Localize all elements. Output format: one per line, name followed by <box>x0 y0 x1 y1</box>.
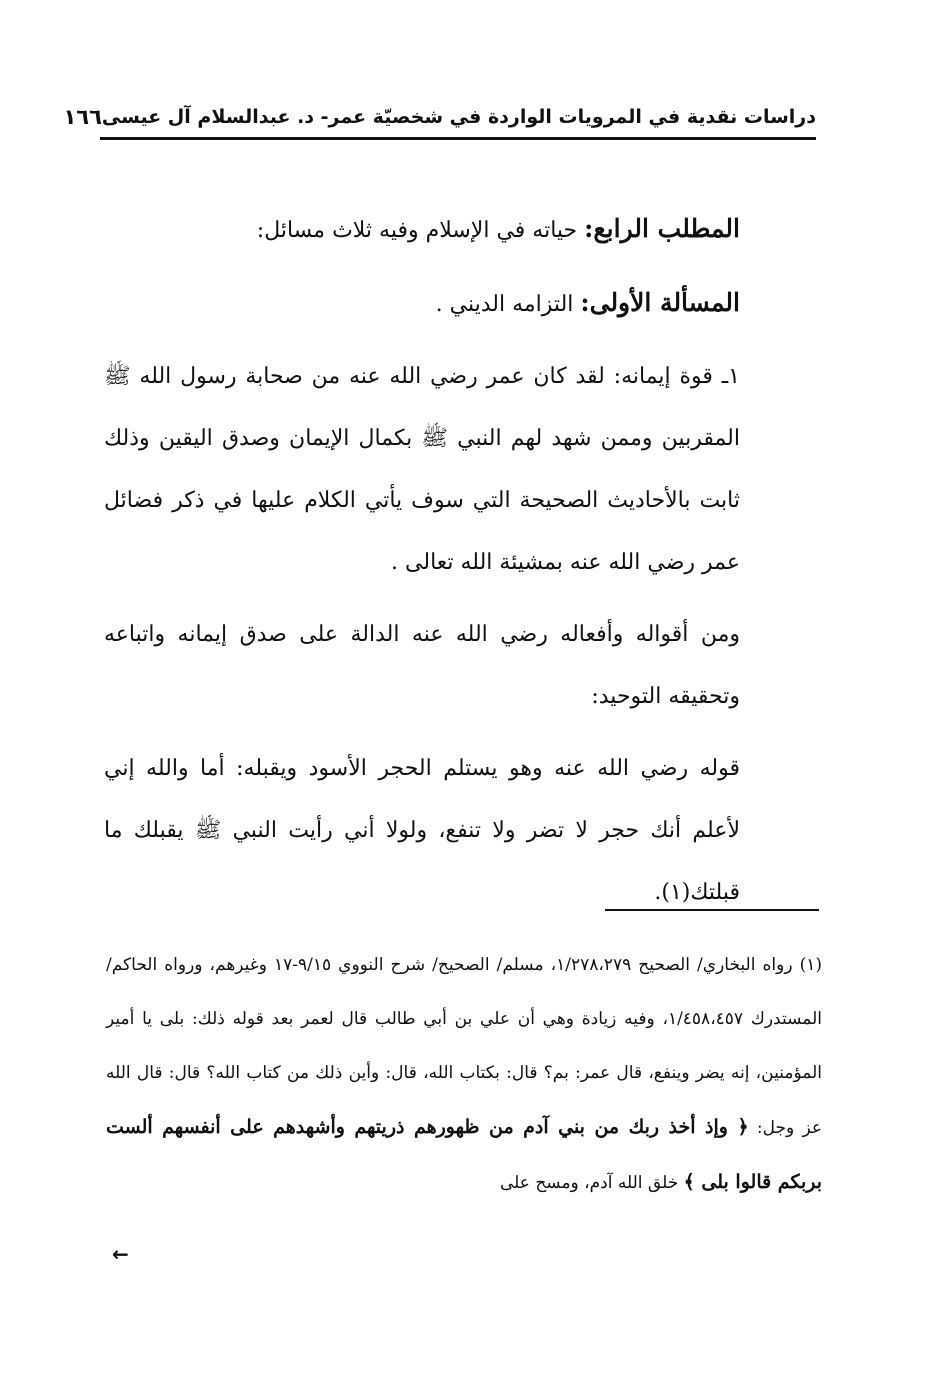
page-number: ١٦٦ <box>63 105 102 129</box>
header-rule <box>100 137 816 140</box>
issue-heading <box>104 272 740 336</box>
section-heading-text: حياته في الإسلام وفيه ثلاث مسائل: <box>256 218 585 243</box>
header-title: دراسات نقدية في المرويات الواردة في شخصيّة عمر- د. عبدالسلام آل عيسى <box>101 106 816 128</box>
footnote-separator <box>605 909 819 911</box>
issue-heading-text: التزامه الديني . <box>435 292 581 317</box>
running-header <box>63 100 816 134</box>
footnote-text: (١) رواه البخاري/ الصحيح ١/٢٧٨،٢٧٩، مسلم/ الصحيح/ شرح النووي ٩/١٥-١٧ وغيرهم، ورواه الحاكم/ المستدرك ١/٤٥٨،٤٥٧، وفيه زيادة وهي أن علي بن أبي طالب قال لعمر بعد قوله ذلك: بلى يا أمير المؤمنين، إنه يضر وينفع، قال عمر: بم؟ قال: بكتاب الله، قال: وأين ذلك من كتاب الله؟ قال: قال الله عز وجل: <box>106 955 822 1138</box>
continue-arrow-icon: ← <box>112 1242 129 1266</box>
paragraph-black-stone: قوله رضي الله عنه وهو يستلم الحجر الأسود ويقبله: أما والله إني لأعلم أنك حجر لا تضر ولا تنفع، ولولا أني رأيت النبي ﷺ يقبلك ما قبلتك(١). <box>104 756 740 905</box>
paragraph-faith: ١ـ قوة إيمانه: لقد كان عمر رضي الله عنه من صحابة رسول الله ﷺ المقربين وممن شهد لهم النبي ﷺ بكمال الإيمان وصدق اليقين وذلك ثابت بالأحاديث الصحيحة التي سوف يأتي الكلام عليها في ذكر فضائل عمر رضي الله عنه بمشيئة الله تعالى . <box>104 364 740 575</box>
footnote <box>106 938 822 1210</box>
main-text <box>104 198 740 924</box>
issue-heading-label: المسألة الأولى: <box>580 288 740 317</box>
footnote-quran-verse: ﴿ وإذ أخذ ربك من بني آدم من ظهورهم ذريتهم وأشهدهم على أنفسهم ألست بربكم قالوا بلى ﴾ <box>106 1116 822 1193</box>
section-heading-label: المطلب الرابع: <box>584 214 740 243</box>
footnote-text-continued: خلق الله آدم، ومسح على <box>499 1173 684 1193</box>
section-heading <box>104 198 740 262</box>
paragraph-sayings-intro: ومن أقواله وأفعاله رضي الله عنه الدالة على صدق إيمانه واتباعه وتحقيقه التوحيد: <box>104 622 740 709</box>
